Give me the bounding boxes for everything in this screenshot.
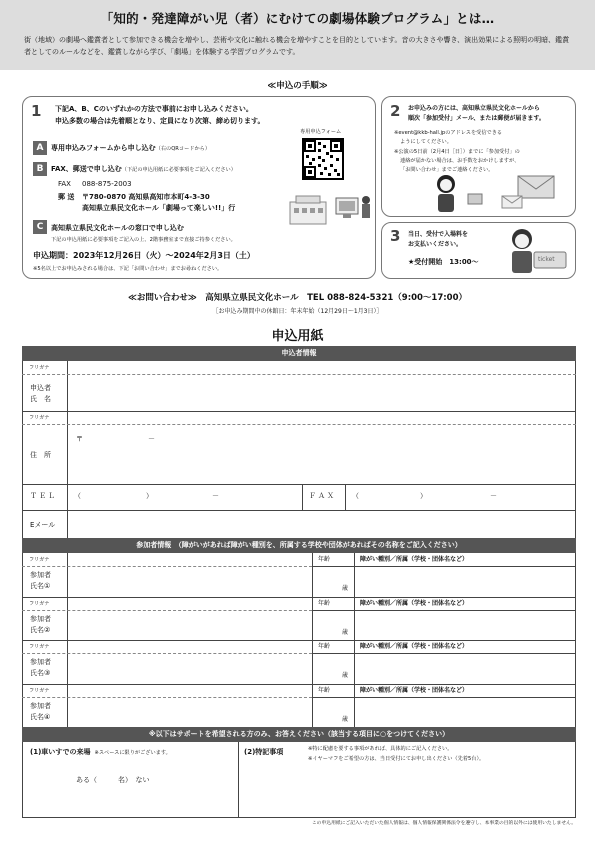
tel-paren-open: （ bbox=[74, 492, 81, 500]
label-column-divider bbox=[67, 361, 68, 538]
disability-label: 障がい種別／所属（学校・団体名など） bbox=[360, 643, 469, 650]
divider bbox=[22, 697, 312, 698]
step2-text1: お申込みの方には、高知県立県民文化ホールから bbox=[408, 105, 540, 112]
address-label: 住 所 bbox=[30, 451, 51, 459]
divider bbox=[22, 566, 312, 567]
privacy-note: この申込用紙にご記入いただいた個人情報は、個人情報保護関係法令を遵守し、本事業の目的以外には使用いたしません。 bbox=[311, 821, 576, 826]
address-furigana-label: フリガナ bbox=[29, 415, 50, 421]
divider bbox=[67, 597, 68, 641]
divider bbox=[312, 640, 313, 684]
participant-furigana-input[interactable] bbox=[70, 641, 310, 652]
divider bbox=[312, 610, 576, 611]
participant-name-input[interactable] bbox=[70, 612, 310, 638]
qr-label: 専用申込フォーム bbox=[300, 129, 342, 135]
participant-label-2: 氏名① bbox=[30, 582, 51, 590]
fax-field-label: ＦＡＸ bbox=[309, 492, 336, 500]
step2-note1b: ようにしてください。 bbox=[400, 139, 452, 145]
wheelchair-options[interactable]: ある（ 名） ない bbox=[76, 776, 150, 784]
applicant-name-label-2: 氏 名 bbox=[30, 395, 51, 403]
participant-furigana-label: フリガナ bbox=[29, 600, 50, 607]
special-note-1: ※特に配慮を要する事項があれば、具体的にご記入ください。 bbox=[308, 746, 453, 752]
hall-building-icon bbox=[288, 188, 372, 232]
participant-furigana-label: フリガナ bbox=[29, 687, 50, 694]
support-section-header: ※以下はサポートを希望される方のみ、お答えください（該当する項目に○をつけてください） bbox=[22, 727, 576, 742]
form-title: 申込用紙 bbox=[271, 329, 324, 344]
divider bbox=[302, 484, 303, 510]
option-b-text: FAX、郵送で申し込む（下記の申込用紙に必要事項をご記入ください） bbox=[51, 165, 236, 173]
participant-disability-input[interactable] bbox=[356, 568, 573, 594]
participant-label-2: 氏名③ bbox=[30, 669, 51, 677]
participant-disability-input[interactable] bbox=[356, 655, 573, 681]
participant-furigana-input[interactable] bbox=[70, 554, 310, 565]
age-label: 年齢 bbox=[318, 599, 331, 607]
applicant-furigana-label: フリガナ bbox=[29, 365, 50, 371]
participant-furigana-label: フリガナ bbox=[29, 557, 50, 563]
participant-furigana-label: フリガナ bbox=[29, 644, 50, 650]
divider bbox=[22, 653, 312, 654]
divider bbox=[22, 424, 576, 425]
option-a-badge: A bbox=[33, 141, 47, 155]
address-furigana-input[interactable] bbox=[70, 412, 573, 424]
step1-lead1: 下記A、B、Cのいずれかの方法で事前にお申し込みください。 bbox=[55, 105, 253, 113]
divider bbox=[238, 742, 239, 818]
participant-label-1: 参加者 bbox=[30, 701, 51, 710]
step2-number: 2 bbox=[390, 102, 401, 120]
step2-note1: ※event@kkb-hall.jpのアドレスを受信できる bbox=[394, 130, 503, 136]
step2-text2: 順次「参加受付」メール、または郵便が届きます。 bbox=[408, 115, 545, 122]
participant-label-1: 参加者 bbox=[30, 571, 51, 579]
divider bbox=[22, 484, 576, 485]
fax-input[interactable] bbox=[348, 486, 573, 508]
step3-number: 3 bbox=[390, 227, 401, 245]
email-input[interactable] bbox=[70, 512, 573, 536]
address-input[interactable] bbox=[70, 426, 573, 482]
zip-mark: 〒 bbox=[76, 435, 83, 443]
tel-dash: － bbox=[212, 492, 219, 500]
contact-note: ［お申込み期間中の休館日：年末年始（12月29日～1月3日）］ bbox=[212, 308, 383, 315]
applicant-section-header: 申込者情報 bbox=[22, 346, 576, 361]
ticket-person-icon bbox=[500, 226, 570, 280]
divider bbox=[354, 684, 355, 728]
option-a-text: 専用申込みフォームから申し込む（右のQRコードから） bbox=[51, 144, 211, 152]
fax-paren-open: （ bbox=[352, 492, 359, 500]
post-address-2: 高知県立県民文化ホール「劇場って楽しい!!」行 bbox=[82, 204, 236, 212]
participant-name-input[interactable] bbox=[70, 568, 310, 594]
divider bbox=[22, 610, 312, 611]
step2-note2c: 「お問い合わせ」までご連絡ください。 bbox=[400, 167, 494, 173]
mail-person-icon bbox=[432, 172, 562, 218]
applicant-name-input[interactable] bbox=[70, 376, 573, 409]
divider bbox=[345, 484, 346, 510]
applicant-furigana-input[interactable] bbox=[70, 362, 573, 374]
tel-paren-close: ） bbox=[146, 492, 153, 500]
steps-title: ≪申込の手順≫ bbox=[267, 81, 328, 91]
wheelchair-label: (1)車いすでの来場 ※スペースに限りがございます。 bbox=[30, 748, 171, 756]
divider bbox=[67, 684, 68, 728]
participant-label-2: 氏名② bbox=[30, 625, 51, 634]
tel-label: ＴＥＬ bbox=[30, 492, 57, 500]
contact-info: ≪お問い合わせ≫ 高知県立県民文化ホール TEL 088-824-5321（9:00～17:00） bbox=[127, 293, 467, 303]
age-unit: 歳 bbox=[342, 628, 349, 636]
fax-value: 088-875-2003 bbox=[82, 180, 132, 188]
email-label: Eメール bbox=[30, 521, 56, 529]
fax-paren-close: ） bbox=[420, 492, 427, 500]
divider bbox=[354, 597, 355, 641]
fax-label: FAX bbox=[58, 180, 71, 188]
participant-name-input[interactable] bbox=[70, 655, 310, 681]
post-address: 〒780-0870 高知県高知市本町4-3-30 bbox=[82, 193, 210, 201]
option-c-text: 高知県立県民文化ホールの窓口で申し込む bbox=[51, 224, 184, 232]
application-period: 申込期間：2023年12月26日（火）～2024年2月3日（土） bbox=[33, 251, 255, 260]
participant-label-1: 参加者 bbox=[30, 658, 51, 666]
step1-lead2: 申込多数の場合は先着順となり、定員になり次第、締め切ります。 bbox=[55, 117, 265, 125]
divider bbox=[312, 553, 313, 597]
age-label: 年齢 bbox=[318, 556, 331, 563]
tel-input[interactable] bbox=[70, 486, 298, 508]
ticket-label: ticket bbox=[538, 256, 555, 263]
period-note: ※5名以上でお申込みされる場合は、下記「お問い合わせ」までお尋ねください。 bbox=[33, 266, 223, 272]
qr-code-icon[interactable] bbox=[302, 138, 344, 180]
fax-dash: － bbox=[490, 492, 497, 500]
participant-name-input[interactable] bbox=[70, 699, 310, 725]
participant-disability-input[interactable] bbox=[356, 612, 573, 638]
zip-dash: － bbox=[148, 435, 155, 443]
applicant-name-label-1: 申込者 bbox=[30, 384, 51, 392]
divider bbox=[312, 697, 576, 698]
step1-number: 1 bbox=[31, 102, 42, 120]
step3-text2: お支払いください。 bbox=[408, 241, 463, 248]
divider bbox=[67, 553, 68, 597]
age-unit: 歳 bbox=[342, 715, 349, 723]
divider bbox=[312, 597, 313, 641]
special-note-2: ※イヤーマフをご希望の方は、当日受付にてお申し出ください（先着5台）。 bbox=[308, 756, 485, 762]
divider bbox=[22, 374, 576, 375]
age-unit: 歳 bbox=[342, 585, 349, 592]
age-label: 年齢 bbox=[318, 643, 331, 650]
participant-furigana-input[interactable] bbox=[70, 685, 310, 696]
reception-open: ★受付開始 13:00～ bbox=[408, 258, 479, 266]
option-c-note: 下記の申込用紙に必要事項をご記入の上、2階事務室まで直接ご持参ください。 bbox=[51, 237, 236, 243]
step3-text1: 当日、受付で入場料を bbox=[408, 231, 469, 238]
age-unit: 歳 bbox=[342, 672, 349, 679]
divider bbox=[354, 640, 355, 684]
divider bbox=[312, 684, 313, 728]
divider bbox=[67, 640, 68, 684]
disability-label: 障がい種別／所属（学校・団体名など） bbox=[360, 599, 469, 607]
age-label: 年齢 bbox=[318, 686, 331, 694]
option-b-badge: B bbox=[33, 162, 47, 176]
header-intro: 街（地域）の劇場へ鑑賞者として参加できる機会を増やし、芸術や文化に触れる機会を増やすことを目的としています。音の大きさや響き、演出効果による照明の明暗、鑑賞者としてのルールなどを、鑑賞しながら学び、「劇場」を体験する学習プログラムです。 bbox=[24, 36, 570, 56]
post-label: 郵 送 bbox=[58, 193, 75, 201]
special-notes-input[interactable] bbox=[244, 766, 573, 814]
divider bbox=[354, 553, 355, 597]
divider bbox=[22, 510, 576, 511]
header-title: 「知的・発達障がい児（者）にむけての劇場体験プログラム」とは… bbox=[100, 11, 495, 26]
option-c-badge: C bbox=[33, 220, 47, 234]
disability-label: 障がい種別／所属（学校・団体名など） bbox=[360, 556, 469, 563]
participant-label-2: 氏名④ bbox=[30, 712, 51, 721]
step2-note2: ※公演の5日前（2月4日［日］）までに「参加受付」の bbox=[394, 149, 520, 155]
step2-note2b: 連絡が届かない場合は、お手数をおかけしますが、 bbox=[400, 158, 520, 164]
special-notes-label: (2)特記事項 bbox=[244, 748, 284, 756]
participant-disability-input[interactable] bbox=[356, 699, 573, 725]
participant-label-1: 参加者 bbox=[30, 614, 51, 623]
divider bbox=[312, 566, 576, 567]
divider bbox=[312, 653, 576, 654]
disability-label: 障がい種別／所属（学校・団体名など） bbox=[360, 686, 469, 694]
participant-furigana-input[interactable] bbox=[70, 598, 310, 609]
participant-section-header: 参加者情報 （障がいがあれば障がい種別を、所属する学校や団体があればその名称をご記入ください） bbox=[22, 538, 576, 553]
